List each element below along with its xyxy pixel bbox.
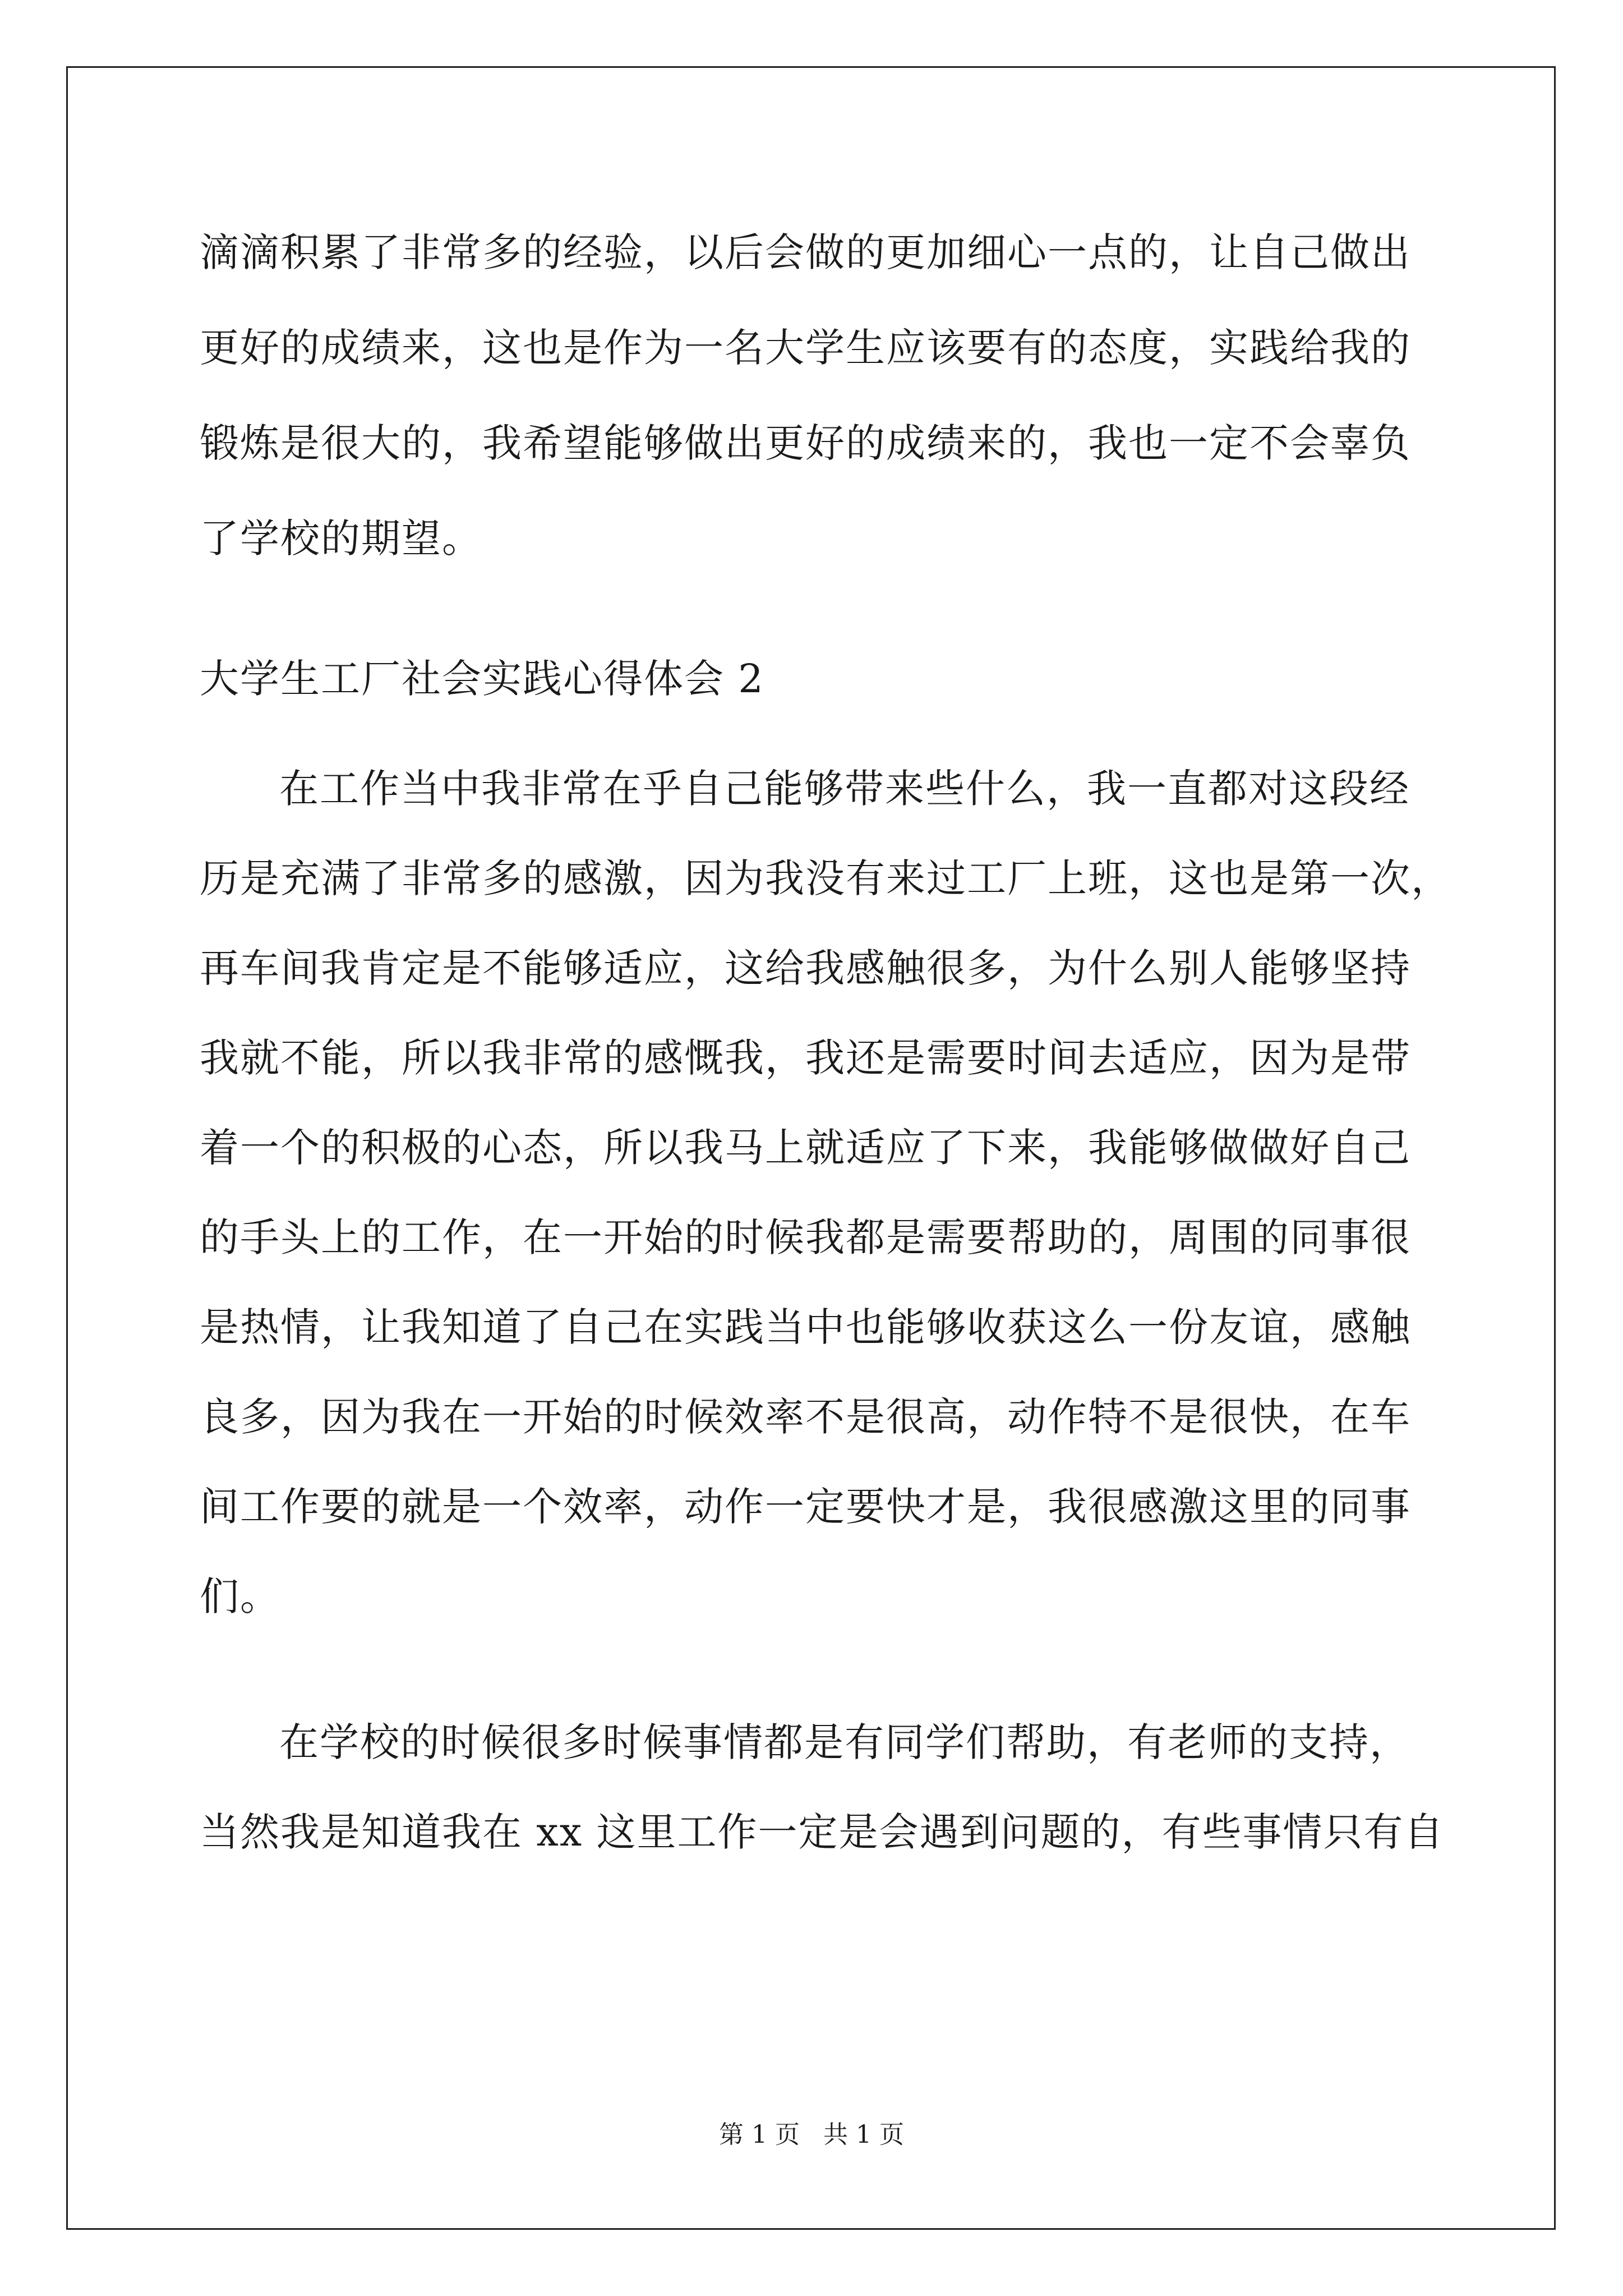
text-line: 着一个的积极的心态，所以我马上就适应了下来，我能够做做好自己 xyxy=(200,1125,1411,1171)
text-line: 当然我是知道我在 xx 这里工作一定是会遇到问题的，有些事情只有自 xyxy=(200,1809,1445,1855)
page-footer: 第 1 页 共 1 页 xyxy=(719,2120,904,2149)
paragraph-first-line: 在学校的时候很多时候事情都是有同学们帮助，有老师的支持， xyxy=(279,1719,1410,1765)
text-line: 历是充满了非常多的感激，因为我没有来过工厂上班，这也是第一次， xyxy=(200,855,1451,901)
text-line: 锻炼是很大的，我希望能够做出更好的成绩来的，我也一定不会辜负 xyxy=(200,420,1411,466)
text-line: 滴滴积累了非常多的经验，以后会做的更加细心一点的，让自己做出 xyxy=(200,229,1411,275)
text-line: 我就不能，所以我非常的感慨我，我还是需要时间去适应，因为是带 xyxy=(200,1035,1411,1081)
text-line: 们。 xyxy=(200,1573,280,1619)
text-line: 间工作要的就是一个效率，动作一定要快才是，我很感激这里的同事 xyxy=(200,1484,1411,1530)
text-line: 的手头上的工作，在一开始的时候我都是需要帮助的，周围的同事很 xyxy=(200,1214,1411,1260)
text-line: 了学校的期望。 xyxy=(200,516,482,562)
text-line: 再车间我肯定是不能够适应，这给我感触很多，为什么别人能够坚持 xyxy=(200,945,1411,991)
text-line: 良多，因为我在一开始的时候效率不是很高，动作特不是很快，在车 xyxy=(200,1394,1411,1440)
text-line: 更好的成绩来，这也是作为一名大学生应该要有的态度，实践给我的 xyxy=(200,325,1411,371)
paragraph-first-line: 在工作当中我非常在乎自己能够带来些什么，我一直都对这段经 xyxy=(279,766,1410,812)
text-line: 是热情，让我知道了自己在实践当中也能够收获这么一份友谊，感触 xyxy=(200,1304,1411,1350)
section-heading: 大学生工厂社会实践心得体会 2 xyxy=(200,656,764,702)
